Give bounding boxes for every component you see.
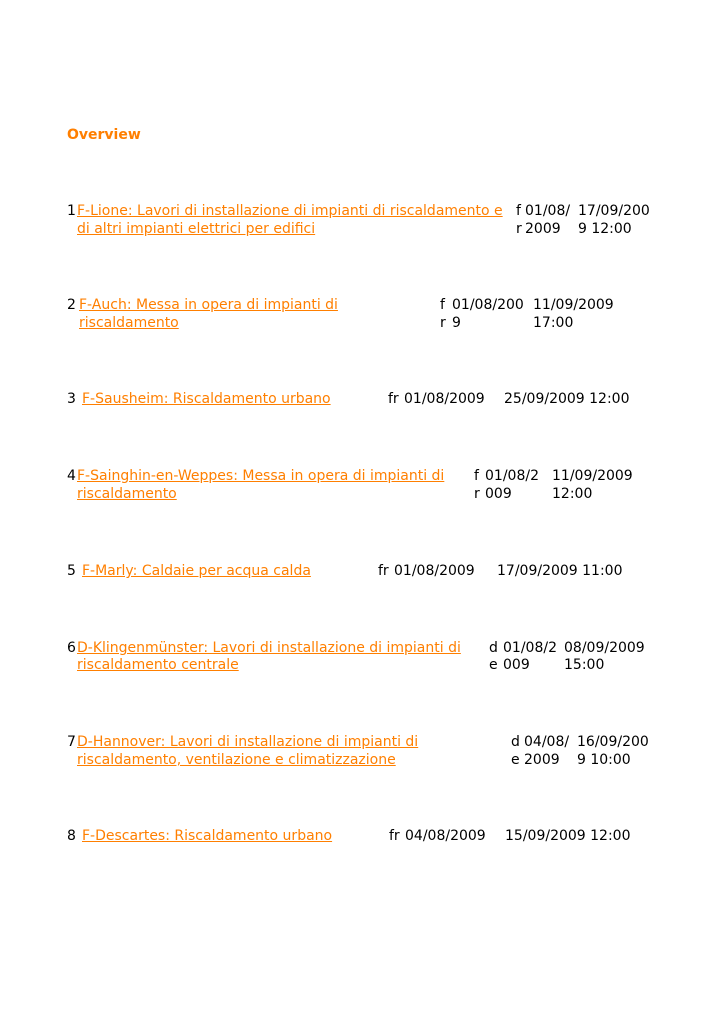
deadline: 17/09/2009 11:00 [497, 563, 623, 579]
publication-date-cont: 9 [452, 315, 461, 331]
entry-number: 5 [67, 563, 76, 579]
publication-date: 01/08/2 [503, 640, 557, 656]
deadline: 15/09/2009 12:00 [505, 828, 631, 844]
language-code: f [474, 468, 479, 484]
language-code-cont: r [516, 221, 522, 237]
tender-link[interactable]: F-Marly: Caldaie per acqua calda [82, 563, 311, 579]
tender-link[interactable]: F-Sausheim: Riscaldamento urbano [82, 391, 331, 407]
language-code: fr [389, 828, 400, 844]
tender-link-cont[interactable]: riscaldamento centrale [77, 657, 239, 673]
language-code-cont: e [511, 752, 520, 768]
publication-date-cont: 2009 [525, 221, 561, 237]
tender-link[interactable]: F-Descartes: Riscaldamento urbano [82, 828, 333, 844]
language-code: f [440, 297, 445, 313]
publication-date: 04/08/ [524, 734, 570, 750]
tender-link-cont[interactable]: riscaldamento [77, 486, 177, 502]
tender-link-cont[interactable]: riscaldamento, ventilazione e climatizzazione [77, 752, 396, 768]
tender-link[interactable]: D-Hannover: Lavori di installazione di impianti di [77, 734, 419, 750]
publication-date: 01/08/2 [485, 468, 539, 484]
deadline-cont: 9 10:00 [577, 752, 631, 768]
tender-link-cont[interactable]: di altri impianti elettrici per edifici [77, 221, 316, 237]
publication-date: 01/08/2009 [394, 563, 475, 579]
entry-number: 4 [67, 468, 76, 484]
entry-number: 2 [67, 297, 76, 313]
publication-date: 04/08/2009 [405, 828, 486, 844]
deadline: 11/09/2009 [533, 297, 614, 313]
deadline-cont: 12:00 [552, 486, 593, 502]
tender-link[interactable]: F-Sainghin-en-Weppes: Messa in opera di impianti di [77, 468, 445, 484]
entry-number: 7 [67, 734, 76, 750]
deadline: 08/09/2009 [564, 640, 645, 656]
entry-number: 8 [67, 828, 76, 844]
entry-number: 3 [67, 391, 76, 407]
deadline: 11/09/2009 [552, 468, 633, 484]
entry-number: 1 [67, 203, 76, 219]
deadline: 17/09/200 [578, 203, 650, 219]
language-code-cont: e [489, 657, 498, 673]
language-code: fr [378, 563, 389, 579]
language-code: f [516, 203, 521, 219]
publication-date-cont: 009 [503, 657, 530, 673]
tender-link[interactable]: F-Lione: Lavori di installazione di impianti di riscaldamento e [77, 203, 503, 219]
deadline: 16/09/200 [577, 734, 649, 750]
language-code: d [489, 640, 498, 656]
language-code: d [511, 734, 520, 750]
tender-link[interactable]: D-Klingenmünster: Lavori di installazione di impianti di [77, 640, 461, 656]
publication-date: 01/08/200 [452, 297, 524, 313]
language-code-cont: r [440, 315, 446, 331]
language-code-cont: r [474, 486, 480, 502]
language-code: fr [388, 391, 399, 407]
publication-date-cont: 009 [485, 486, 512, 502]
deadline: 25/09/2009 12:00 [504, 391, 630, 407]
publication-date: 01/08/2009 [404, 391, 485, 407]
tender-link[interactable]: F-Auch: Messa in opera di impianti di [79, 297, 338, 313]
tender-link-cont[interactable]: riscaldamento [79, 315, 179, 331]
publication-date: 01/08/ [525, 203, 571, 219]
entry-number: 6 [67, 640, 76, 656]
page-heading: Overview [67, 127, 141, 143]
deadline-cont: 17:00 [533, 315, 574, 331]
deadline-cont: 9 12:00 [578, 221, 632, 237]
publication-date-cont: 2009 [524, 752, 560, 768]
deadline-cont: 15:00 [564, 657, 605, 673]
